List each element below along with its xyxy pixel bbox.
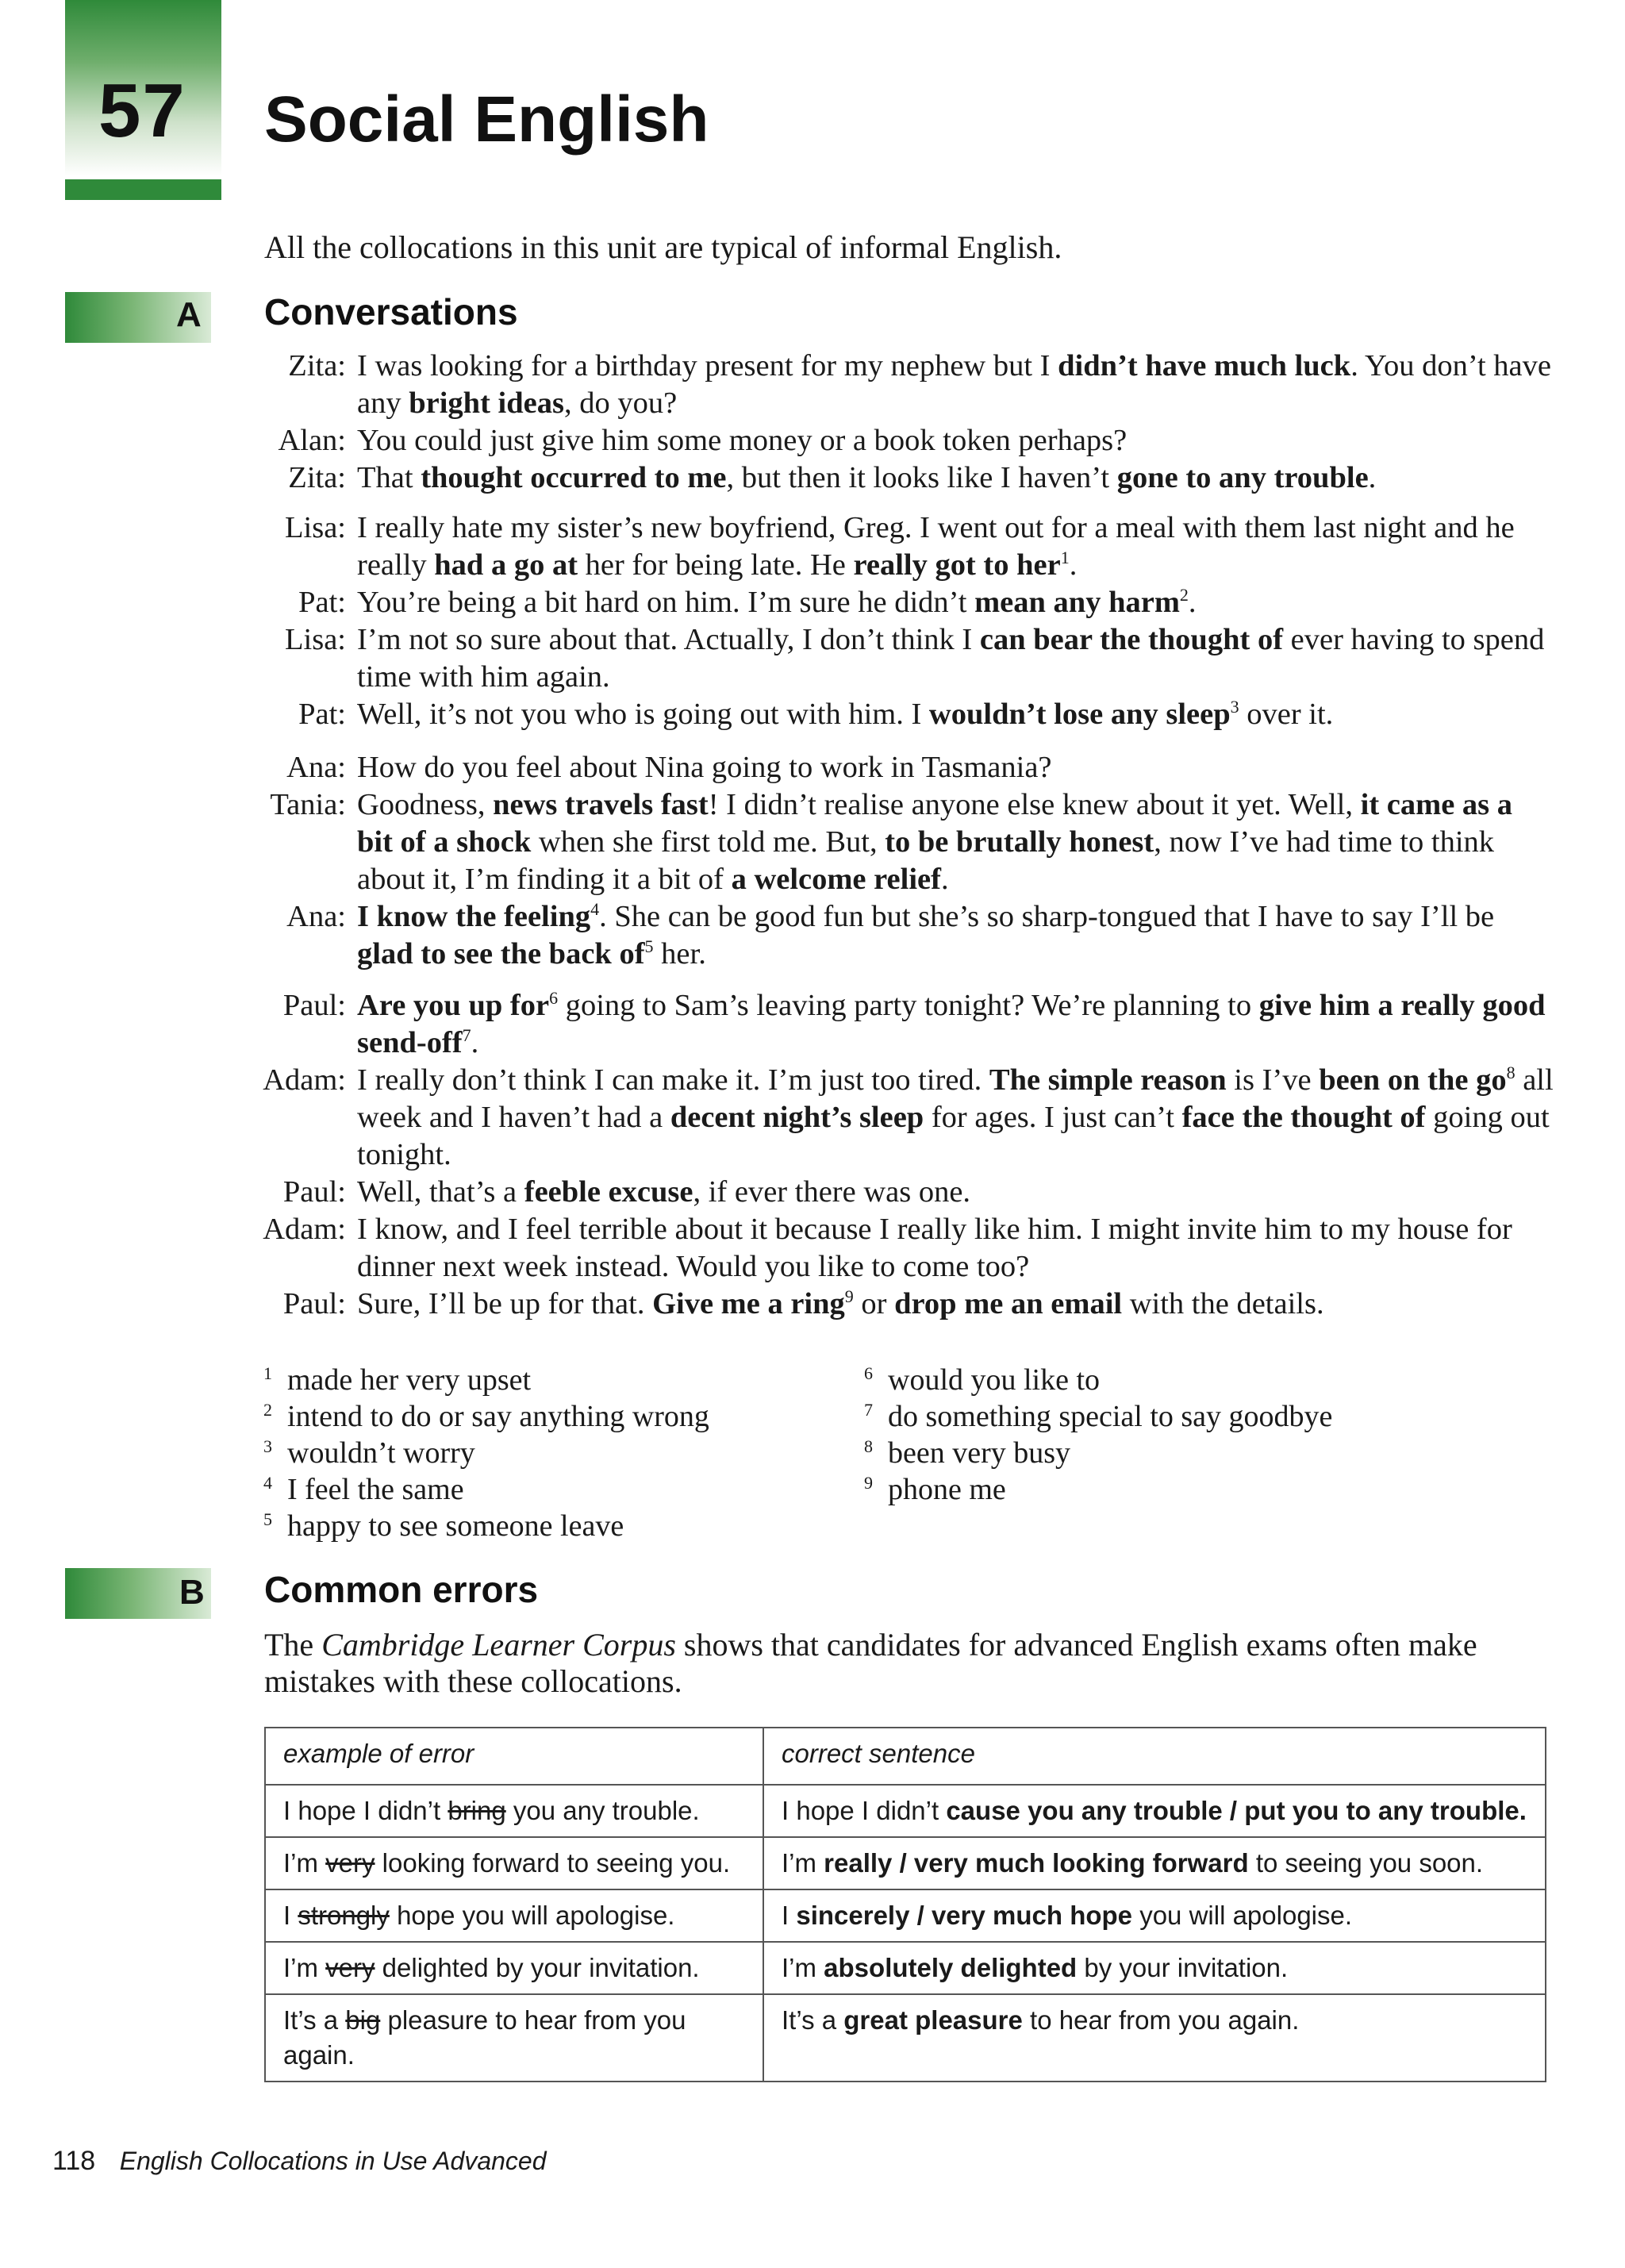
collocation: been on the go	[1319, 1063, 1507, 1097]
dialogue-line	[0, 584, 1625, 621]
footnote	[263, 1471, 709, 1508]
section-b-intro	[264, 1627, 1546, 1700]
speaker-name: Adam:	[263, 1213, 346, 1246]
text: , if ever there was one.	[693, 1175, 971, 1209]
text: I’m	[283, 1953, 326, 1982]
speaker-name: Paul:	[282, 1175, 346, 1209]
dialogue-line	[0, 422, 1625, 459]
footnote-number: 7	[864, 1400, 873, 1420]
speaker-name: Pat:	[298, 586, 346, 619]
footnote	[864, 1398, 1332, 1435]
text: her.	[653, 937, 706, 971]
collocation: bright ideas	[409, 386, 564, 420]
page-footer	[52, 2146, 547, 2177]
dialogue-text	[357, 1211, 1555, 1286]
footnote-text: been very busy	[888, 1436, 1071, 1470]
unit-number: 57	[98, 68, 186, 153]
error-word: bring	[448, 1796, 506, 1825]
dialogue-text	[357, 696, 1555, 733]
dialogue-text	[357, 898, 1555, 973]
footnote-text: wouldn’t worry	[287, 1436, 475, 1470]
text: pleasure to hear from you again.	[283, 2005, 686, 2070]
footnote-ref: 4	[590, 899, 600, 920]
text: when she first told me. But,	[531, 825, 885, 859]
section-b-letter: B	[179, 1573, 205, 1612]
speaker-name: Lisa:	[285, 623, 346, 656]
text: by your invitation.	[1077, 1953, 1289, 1982]
dialogue-line	[0, 696, 1625, 733]
collocation: decent night’s sleep	[670, 1101, 924, 1134]
collocation: The simple reason	[989, 1063, 1227, 1097]
text: It’s a	[283, 2005, 346, 2035]
text: delighted by your invitation.	[375, 1953, 700, 1982]
text: you will apologise.	[1132, 1901, 1353, 1930]
page-title: Social English	[264, 83, 709, 156]
footnote-number: 5	[263, 1509, 272, 1529]
footnote-number: 9	[864, 1473, 873, 1493]
collocation: cause you any trouble / put you to any trouble.	[946, 1796, 1527, 1825]
text: How do you feel about Nina going to work in Tasmania?	[357, 751, 1052, 784]
collocation: really got to her	[853, 548, 1061, 582]
footnote	[263, 1362, 709, 1398]
speaker-name: Zita:	[288, 349, 346, 382]
speaker-name: Adam:	[263, 1063, 346, 1097]
footnote	[864, 1471, 1332, 1508]
footnotes-right	[864, 1362, 1332, 1508]
collocation: drop me an email	[894, 1287, 1123, 1320]
collocation: it came as a bit of a shock	[357, 788, 1513, 859]
collocation: can bear the thought of	[979, 623, 1284, 656]
text: Well, it’s not you who is going out with him. I	[357, 698, 929, 731]
text: I really hate my sister’s new boyfriend, Greg. I went out for a meal with them last night and he really	[357, 511, 1515, 582]
footnote-ref: 8	[1506, 1063, 1516, 1083]
correct-cell	[763, 1785, 1546, 1837]
dialogue-text	[357, 1286, 1555, 1323]
dialogue	[0, 348, 1625, 497]
footnote-number: 8	[864, 1436, 873, 1456]
footnotes-left	[263, 1362, 709, 1544]
text: I was looking for a birthday present for my nephew but I	[357, 349, 1058, 382]
footnote-text: I feel the same	[287, 1473, 464, 1506]
text: Sure, I’ll be up for that.	[357, 1287, 653, 1320]
text: I’m	[782, 1848, 824, 1878]
collocation: thought occurred to me	[421, 461, 727, 494]
footnote-ref: 3	[1230, 697, 1239, 717]
collocation: give him a really good send-off	[357, 989, 1546, 1059]
collocation: face the thought of	[1181, 1101, 1426, 1134]
footnote-text: happy to see someone leave	[287, 1509, 624, 1543]
error-cell	[265, 1942, 763, 1994]
table-row	[265, 1785, 1546, 1837]
text: is I’ve	[1226, 1063, 1320, 1097]
footnote-text: phone me	[888, 1473, 1006, 1506]
dialogue-line	[0, 898, 1625, 973]
dialogue-text	[357, 1062, 1555, 1174]
text: That	[357, 461, 421, 494]
intro-text: The	[264, 1627, 322, 1663]
text: with the details.	[1122, 1287, 1324, 1320]
text: or	[853, 1287, 895, 1320]
error-word: strongly	[298, 1901, 390, 1930]
footnote-ref: 9	[844, 1286, 854, 1307]
error-word: very	[325, 1848, 375, 1878]
table-header: correct sentence	[763, 1728, 1546, 1785]
text: . You don’t have any	[357, 349, 1551, 420]
speaker-name: Ana:	[286, 900, 346, 933]
text: her for being late. He	[578, 548, 854, 582]
collocation: really / very much looking forward	[824, 1848, 1249, 1878]
correct-cell	[763, 1837, 1546, 1889]
speaker-name: Alan:	[278, 424, 346, 457]
dialogue-line	[0, 987, 1625, 1062]
dialogue-line	[0, 509, 1625, 584]
collocation: Give me a ring	[652, 1287, 845, 1320]
text: looking forward to seeing you.	[375, 1848, 731, 1878]
text: for ages. I just can’t	[924, 1101, 1182, 1134]
dialogue-line	[0, 1174, 1625, 1211]
collocation: mean any harm	[974, 586, 1180, 619]
text: going out tonight.	[357, 1101, 1550, 1171]
table-row	[265, 1942, 1546, 1994]
dialogue-text	[357, 584, 1555, 621]
text: .	[471, 1026, 479, 1059]
collocation: had a go at	[434, 548, 578, 582]
text: Well, that’s a	[357, 1175, 524, 1209]
footnote	[263, 1435, 709, 1471]
collocation: feeble excuse	[524, 1175, 693, 1209]
footnote-number: 1	[263, 1363, 272, 1383]
dialogue-line	[0, 749, 1625, 786]
dialogue	[0, 749, 1625, 973]
footnote-text: intend to do or say anything wrong	[287, 1400, 709, 1433]
intro-text: shows that candidates for advanced English exams often make mistakes with these collocations.	[264, 1627, 1477, 1699]
dialogue-line	[0, 1062, 1625, 1174]
footnote-ref: 5	[644, 936, 654, 957]
dialogue-text	[357, 987, 1555, 1062]
correct-cell	[763, 1942, 1546, 1994]
dialogue-line	[0, 459, 1625, 497]
error-word: very	[325, 1953, 375, 1982]
table-row	[265, 1889, 1546, 1942]
collocation: I know the feeling	[357, 900, 591, 933]
collocation: glad to see the back of	[357, 937, 645, 971]
dialogue-line	[0, 621, 1625, 696]
dialogue-text	[357, 422, 1555, 459]
text: .	[940, 863, 949, 896]
text: .	[1368, 461, 1377, 494]
footnote-text: do something special to say goodbye	[888, 1400, 1333, 1433]
table-row	[265, 1837, 1546, 1889]
unit-intro: All the collocations in this unit are typical of informal English.	[264, 229, 1062, 265]
speaker-name: Zita:	[288, 461, 346, 494]
error-word: big	[345, 2005, 381, 2035]
footnote-ref: 1	[1060, 548, 1070, 568]
speaker-name: Ana:	[286, 751, 346, 784]
footnote-ref: 6	[549, 988, 559, 1009]
footnote-ref: 7	[462, 1025, 471, 1046]
footnote-ref: 2	[1179, 585, 1189, 605]
footnote	[864, 1362, 1332, 1398]
text: all week and I haven’t had a	[357, 1063, 1554, 1134]
correct-cell	[763, 1889, 1546, 1942]
collocation: news travels fast	[493, 788, 709, 821]
text: to seeing you soon.	[1248, 1848, 1484, 1878]
table-row	[265, 1994, 1546, 2082]
text: You could just give him some money or a book token perhaps?	[357, 424, 1128, 457]
text: I know, and I feel terrible about it because I really like him. I might invite him to my house for dinner next week instead. Would you like to come too?	[357, 1213, 1512, 1283]
footnote-number: 2	[263, 1400, 272, 1420]
text: to hear from you again.	[1022, 2005, 1300, 2035]
text: .	[1188, 586, 1197, 619]
collocation: wouldn’t lose any sleep	[928, 698, 1231, 731]
footnote-number: 6	[864, 1363, 873, 1383]
dialogue-text	[357, 459, 1555, 497]
collocation: didn’t have much luck	[1058, 349, 1351, 382]
text: You’re being a bit hard on him. I’m sure he didn’t	[357, 586, 975, 619]
text: It’s a	[782, 2005, 844, 2035]
text: I hope I didn’t	[782, 1796, 947, 1825]
error-cell	[265, 1837, 763, 1889]
text: I	[283, 1901, 298, 1930]
corpus-name: Cambridge Learner Corpus	[321, 1627, 676, 1663]
errors-table	[264, 1727, 1546, 2082]
text: I	[782, 1901, 797, 1930]
error-cell	[265, 1889, 763, 1942]
footnote-number: 3	[263, 1436, 272, 1456]
dialogue	[0, 509, 1625, 733]
collocation: gone to any trouble	[1116, 461, 1369, 494]
text: , do you?	[563, 386, 678, 420]
collocation: to be brutally honest	[885, 825, 1154, 859]
unit-number-block	[65, 0, 221, 201]
speaker-name: Paul:	[282, 1287, 346, 1320]
dialogue-text	[357, 786, 1555, 898]
text: Goodness,	[357, 788, 494, 821]
book-title: English Collocations in Use Advanced	[119, 2147, 547, 2175]
text: I’m	[782, 1953, 824, 1982]
text: I really don’t think I can make it. I’m just too tired.	[357, 1063, 989, 1097]
text: I’m not so sure about that. Actually, I don’t think I	[357, 623, 980, 656]
text: I hope I didn’t	[283, 1796, 448, 1825]
dialogue-text	[357, 509, 1555, 584]
text: over it.	[1239, 698, 1334, 731]
text: ! I didn’t realise anyone else knew about it yet. Well,	[708, 788, 1361, 821]
table-header: example of error	[265, 1728, 763, 1785]
collocation: a welcome relief	[731, 863, 941, 896]
collocation: sincerely / very much hope	[796, 1901, 1133, 1930]
footnote	[864, 1435, 1332, 1471]
text: , now I’ve had time to think about it, I’m finding it a bit of	[357, 825, 1495, 896]
error-cell	[265, 1785, 763, 1837]
text: . She can be good fun but she’s so sharp-tongued that I have to say I’ll be	[599, 900, 1495, 933]
section-a-letter: A	[176, 295, 202, 334]
text: .	[1069, 548, 1078, 582]
correct-cell	[763, 1994, 1546, 2082]
section-b-title: Common errors	[264, 1569, 539, 1610]
text: I’m	[283, 1848, 326, 1878]
section-a-title: Conversations	[264, 291, 518, 333]
dialogue-line	[0, 786, 1625, 898]
dialogue-line	[0, 1286, 1625, 1323]
speaker-name: Tania:	[270, 788, 346, 821]
dialogue-text	[357, 1174, 1555, 1211]
dialogue-text	[357, 348, 1555, 422]
page-number: 118	[52, 2146, 96, 2176]
speaker-name: Paul:	[282, 989, 346, 1022]
error-cell	[265, 1994, 763, 2082]
dialogue-text	[357, 749, 1555, 786]
dialogue-text	[357, 621, 1555, 696]
table-header-row	[265, 1728, 1546, 1785]
collocation: great pleasure	[843, 2005, 1023, 2035]
footnote-text: made her very upset	[287, 1363, 532, 1397]
text: , but then it looks like I haven’t	[726, 461, 1117, 494]
speaker-name: Lisa:	[285, 511, 346, 544]
footnote	[263, 1508, 709, 1544]
text: going to Sam’s leaving party tonight? We’re planning to	[558, 989, 1259, 1022]
dialogue-line	[0, 1211, 1625, 1286]
collocation: Are you up for	[357, 989, 550, 1022]
text: you any trouble.	[505, 1796, 700, 1825]
collocation: absolutely delighted	[824, 1953, 1078, 1982]
speaker-name: Pat:	[298, 698, 346, 731]
dialogue-line	[0, 348, 1625, 422]
dialogue	[0, 987, 1625, 1323]
footnote-number: 4	[263, 1473, 272, 1493]
footnote-text: would you like to	[888, 1363, 1101, 1397]
text: ever having to spend time with him again.	[357, 623, 1545, 694]
text: hope you will apologise.	[389, 1901, 675, 1930]
footnote	[263, 1398, 709, 1435]
unit-bar	[65, 179, 221, 200]
